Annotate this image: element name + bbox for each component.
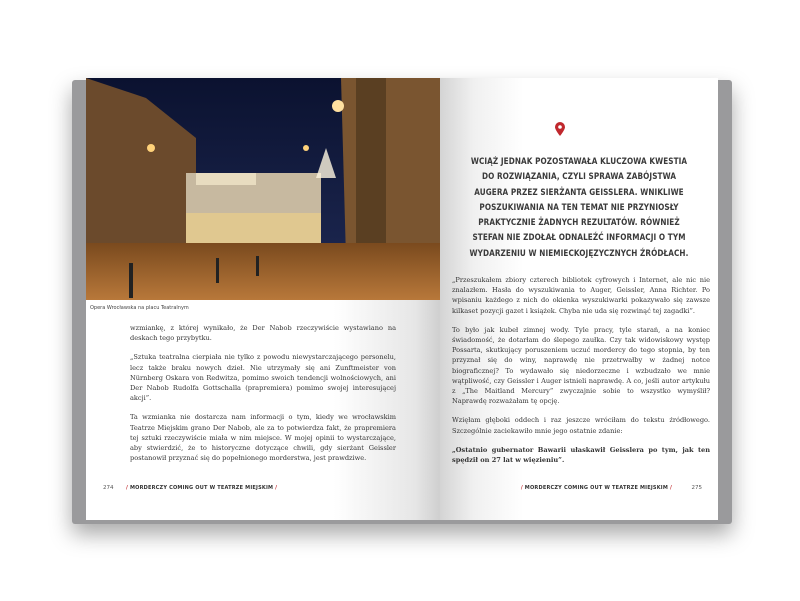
quote-paragraph: „Przeszukałem zbiory czterech bibliotek cyfrowych i Internet, ale nic nie znalazłem. Hasła do wyszukiwania to Auger, Geissler, Anna Richter. Po wpisaniu każdego z nich do okienka wyszukiwarki pokazywało się zawsze kilkaset pozycji gazet i książek. Chyba nie uda się rozwinąć tej zagadki”. (452, 276, 710, 315)
quote-paragraph: „Sztuka teatralna cierpiała nie tylko z powodu niewystarczającego personelu, lecz także braku nowych dzieł. Nie utrzymały się ani Zunftmeister von Nürnberg Oskara von Redwitza, pomimo swoich tendencji wolnościowych, ani Der Nabob Rudolfa Gottschalla (prapremiera) pomimo swojej interesującej akcji”. (130, 353, 396, 403)
quote-paragraph: „Ostatnio gubernator Bawarii ułaskawił Geisslera po tym, jak ten spędził on 27 lat w więzieniu”. (452, 445, 710, 465)
opera-photo (86, 78, 440, 300)
page-number: 274 (103, 485, 114, 491)
map-pin-icon (555, 122, 565, 136)
pull-quote-heading: WCIĄŻ JEDNAK POZOSTAWAŁA KLUCZOWA KWESTIA DO ROZWIĄZANIA, CZYLI SPRAWA ZABÓJSTWA AUGERA PRZEZ SIERŻANTA GEISSLERA. WNIKLIWE POSZUKIWANIA NA TEN TEMAT NIE PRZYNIOSŁY PRAKTYCZNIE ŻADNYCH REZULTATÓW. RÓWNIEŻ STEFAN NIE ZDOŁAŁ ODNALEŹĆ INFORMACJI O TYM WYDARZENIU W NIEMIECKOJĘZYCZNYCH ŹRÓDŁACH. (469, 156, 689, 259)
right-page (440, 78, 718, 520)
paragraph: Ta wzmianka nie dostarcza nam informacji o tym, kiedy we wrocławskim Teatrze Miejskim grano Der Nabob, ale za to potwierdza fakt, że prapremiera tej sztuki rzeczywiście miała w nim miejsce. W mojej opinii to wystarczające, aby stwierdzić, że to historyczne dotyczące chwili, gdy sierżant Geissler postanowił przyznać się do popełnionego morderstwa, jest prawdziwe. (130, 413, 396, 463)
running-title: / MORDERCZY COMING OUT W TEATRZE MIEJSKIM / (520, 485, 672, 491)
paragraph: wzmiankę, z której wynikało, że Der Nabob rzeczywiście wystawiano na deskach tego przybytku. (130, 324, 396, 343)
right-body-text (452, 275, 710, 474)
running-title: / MORDERCZY COMING OUT W TEATRZE MIEJSKIM / (126, 485, 278, 491)
left-page (86, 78, 440, 520)
left-body-text (130, 323, 396, 472)
photo-caption: Opera Wrocławska na placu Teatralnym (90, 305, 189, 311)
page-number: 275 (691, 485, 702, 491)
paragraph: To było jak kubeł zimnej wody. Tyle pracy, tyle starań, a na koniec świadomość, że dotarłam do ślepego zaułka. Czy tak widowiskowy występ Possarta, skutkujący poruszeniem uczuć mordercy do tego stopnia, by ten przyznał się do winy, naprawdę nie przetrwałby w żadnej notce biograficznej? To wydawało się niedorzeczne i wzbudzało we mnie wątpliwość, czy Geissler i Auger istnieli naprawdę. A co, jeśli autor artykułu z „The Maitland Mercury” zwyczajnie sobie to wszystko wymyślił? Naprawdę rozważałam tę opcję. (452, 325, 710, 406)
paragraph: Wzięłam głęboki oddech i raz jeszcze wróciłam do tekstu źródłowego. Szczególnie zaciekawiło mnie jego ostatnie zdanie: (452, 416, 710, 435)
